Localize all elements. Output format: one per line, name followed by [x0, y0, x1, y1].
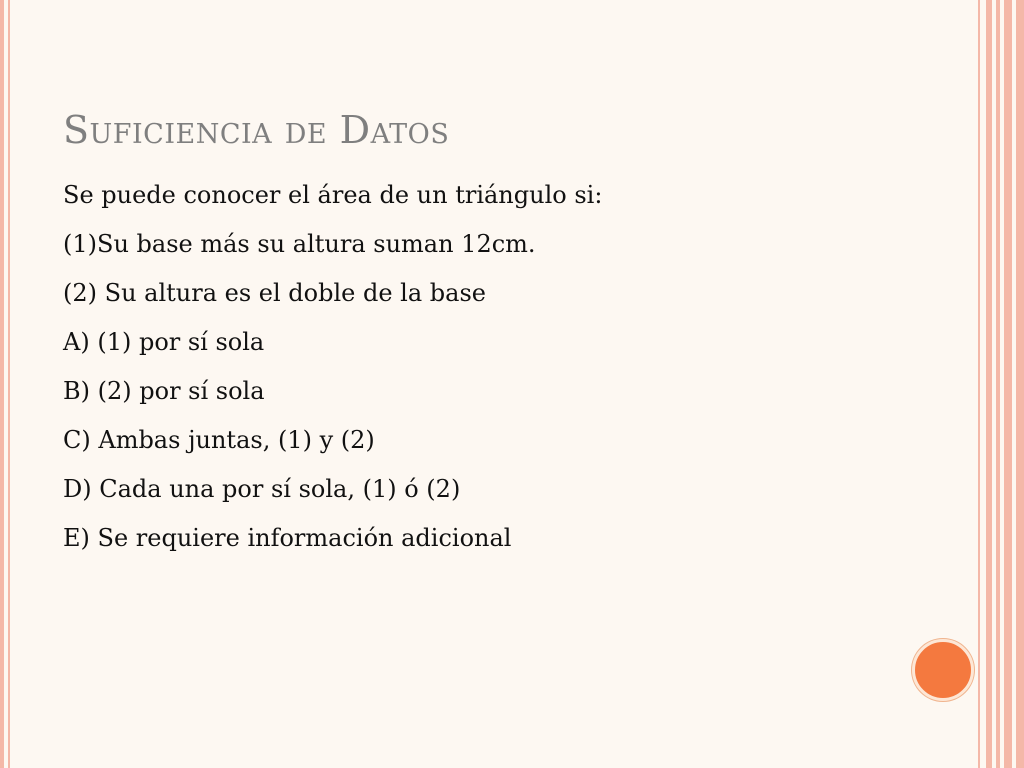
option-e: E) Se requiere información adicional [63, 524, 512, 552]
left-border-stripe [0, 0, 4, 768]
option-c: C) Ambas juntas, (1) y (2) [63, 426, 375, 454]
right-border-stripe [1016, 0, 1024, 768]
statement-2: (2) Su altura es el doble de la base [63, 279, 486, 307]
decorative-circle [912, 639, 974, 701]
option-b: B) (2) por sí sola [63, 377, 265, 405]
left-border-line [8, 0, 10, 768]
slide-body [63, 171, 602, 563]
slide-title: Suficiencia de Datos [63, 108, 450, 152]
option-a: A) (1) por sí sola [63, 328, 265, 356]
right-border-stripe [986, 0, 992, 768]
right-border-line [978, 0, 980, 768]
question-stem: Se puede conocer el área de un triángulo si: [63, 181, 603, 209]
right-border-stripe [1004, 0, 1012, 768]
right-border-stripe [996, 0, 1000, 768]
statement-1: (1)Su base más su altura suman 12cm. [63, 230, 536, 258]
option-d: D) Cada una por sí sola, (1) ó (2) [63, 475, 461, 503]
